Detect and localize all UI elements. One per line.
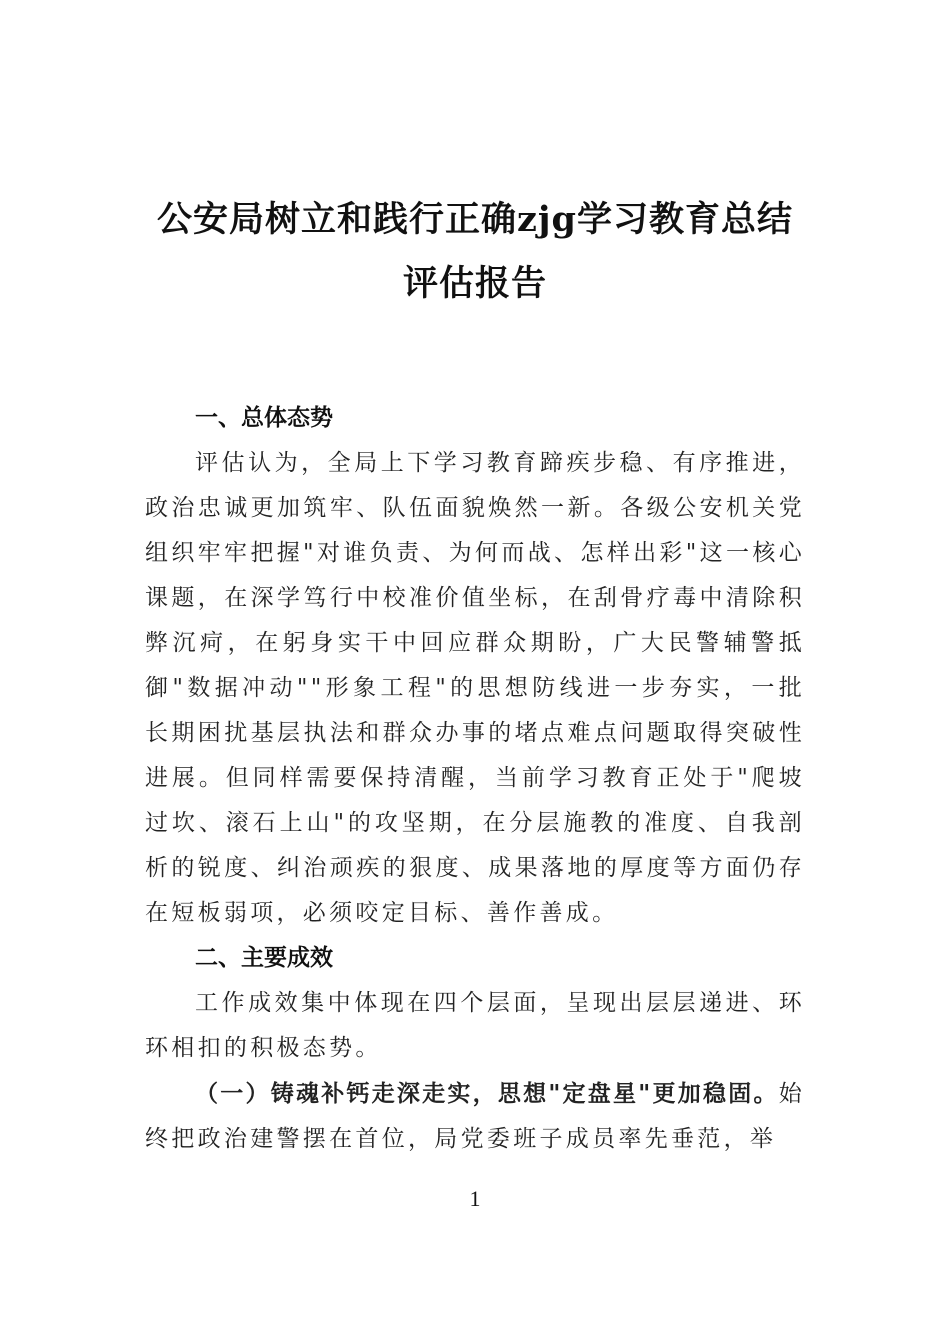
- subsection-lead-1: （一）铸魂补钙走深走实，思想"定盘星"更加稳固。: [195, 1080, 779, 1107]
- paragraph-results-intro: 工作成效集中体现在四个层面，呈现出层层递进、环环相扣的积极态势。: [145, 990, 805, 1061]
- paragraph-overall: 评估认为，全局上下学习教育蹄疾步稳、有序推进，政治忠诚更加筑牢、队伍面貌焕然一新。各级公安机关党组织牢牢把握"对谁负责、为何而战、怎样出彩"这一核心课题，在深学笃行中校准价值坐标，在刮骨疗毒中清除积弊沉疴，在躬身实干中回应群众期盼，广大民警辅警抵御"数据冲动""形象工程"的思想防线进一步夯实，一批长期困扰基层执法和群众办事的堵点难点问题取得突破性进展。但同样需要保持清醒，当前学习教育正处于"爬坡过坎、滚石上山"的攻坚期，在分层施教的准度、自我剖析的锐度、纠治顽疾的狠度、成果落地的厚度等方面仍存在短板弱项，必须咬定目标、善作善成。: [145, 450, 805, 926]
- paragraph-results-sub1: [145, 1071, 805, 1162]
- subsection-text-1: 始终把政治建警摆在首位，局党委班子成员率先垂范，举: [145, 1081, 805, 1152]
- document-title: 公安局树立和践行正确zjg学习教育总结评估报告: [156, 199, 793, 304]
- section-heading-results: 二、主要成效: [195, 945, 333, 971]
- page-number: 1: [469, 1186, 481, 1211]
- section-heading-overall: 一、总体态势: [195, 405, 333, 431]
- document-body: [145, 396, 805, 1162]
